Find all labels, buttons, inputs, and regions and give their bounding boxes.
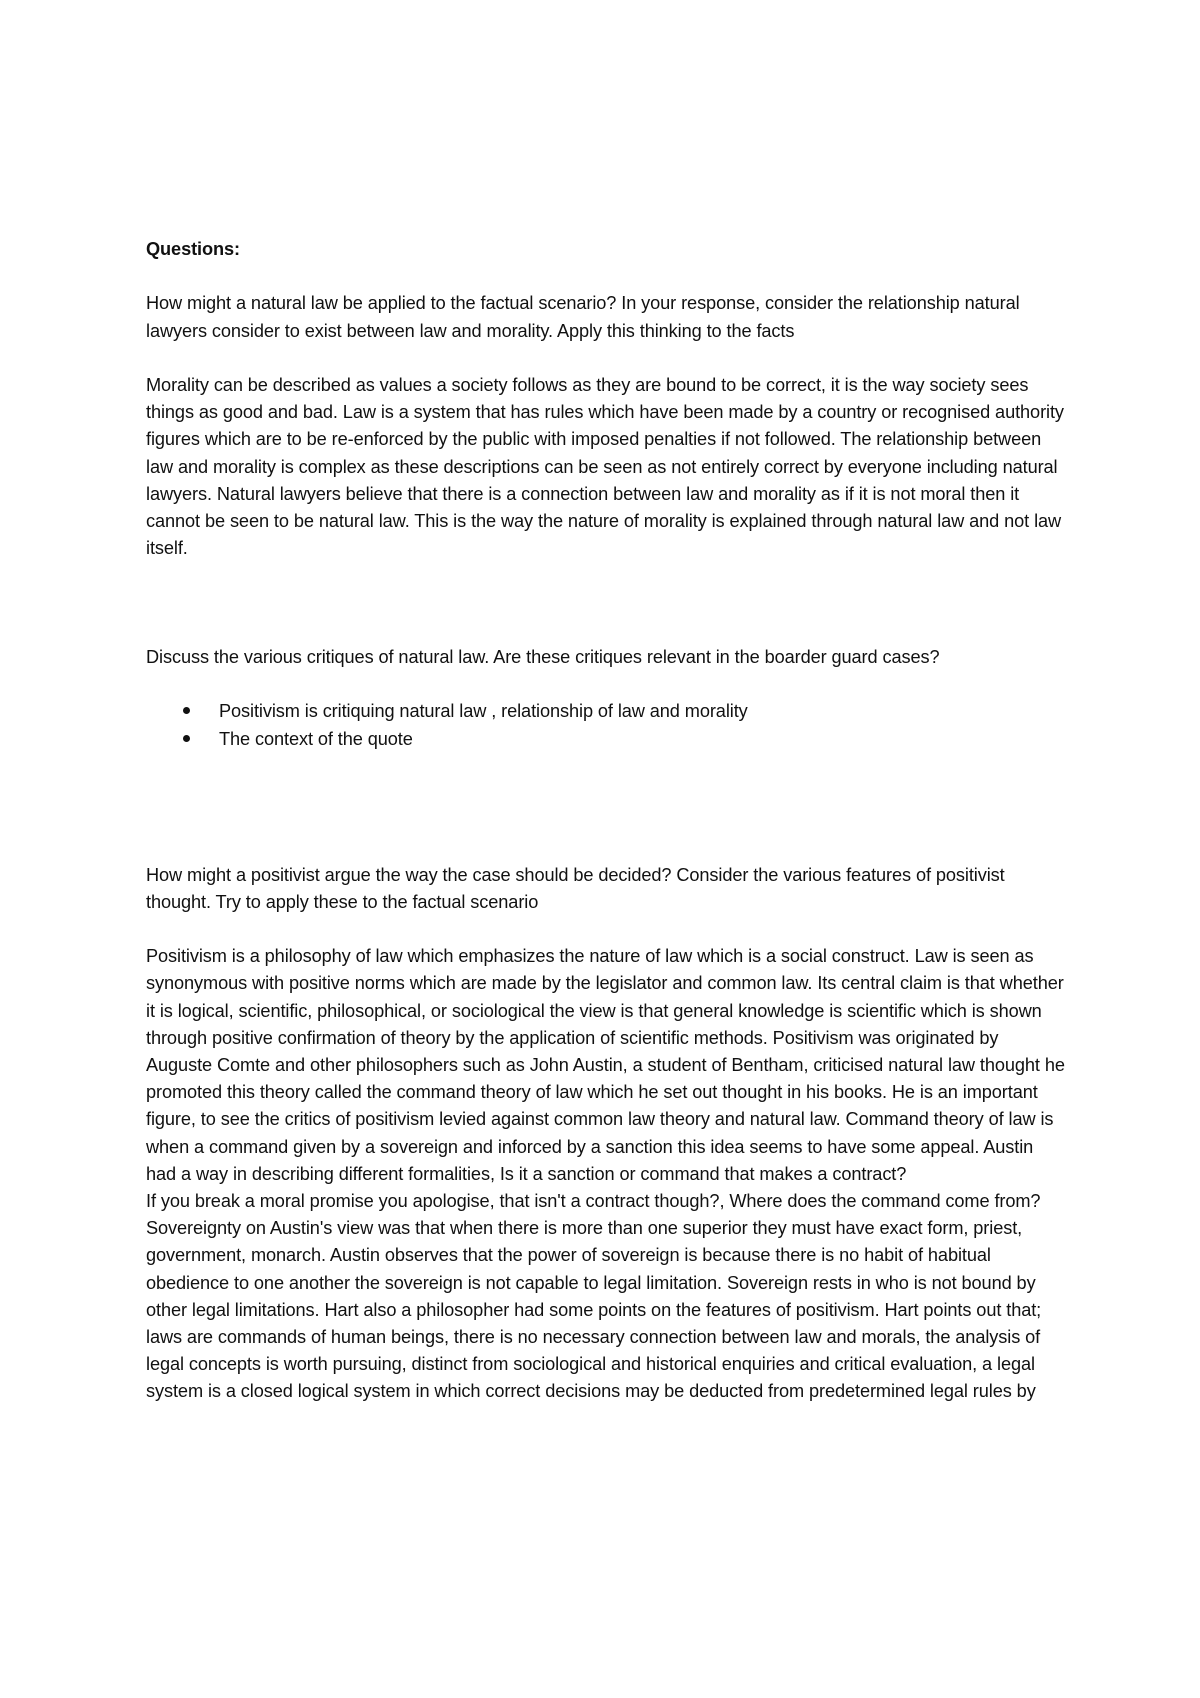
- question-critiques: Discuss the various critiques of natural law. Are these critiques relevant in the boarder guard cases?: [146, 647, 940, 667]
- answer-positivism-paragraph: Positivism is a philosophy of law which emphasizes the nature of law which is a social construct. Law is seen as synonymous with positive norms which are made by the legislator and common law. Its central claim is that whether it is logical, scientific, philosophical, or sociological the view is that general knowledge is scientific which is shown through positive confirmation of theory by the application of scientific methods. Positivism was originated by Auguste Comte and other philosophers such as John Austin, a student of Bentham, criticised natural law thought he promoted this theory called the command theory of law which he set out thought in his books. He is an important figure, to see the critics of positivism levied against common law theory and natural law. Command theory of law is when a command given by a sovereign and inforced by a sanction this idea seems to have some appeal. Austin had a way in describing different formalities, Is it a sanction or command that makes a contract?: [146, 946, 1070, 1184]
- document-body: [146, 236, 1070, 1406]
- bullet-text: The context of the quote: [219, 728, 413, 749]
- questions-heading: Questions:: [146, 239, 240, 259]
- spacer: [146, 671, 1066, 698]
- spacer: [146, 263, 1066, 290]
- answer-natural-law: Morality can be described as values a society follows as they are bound to be correct, it is the way society sees things as good and bad. Law is a system that has rules which have been made by a country or recognised authority figures which are to be re-enforced by the public with imposed penalties if not followed. The relationship between law and morality is complex as these descriptions can be seen as not entirely correct by everyone including natural lawyers. Natural lawyers believe that there is a connection between law and morality as if it is not moral then it cannot be seen to be natural law. This is the way the nature of morality is explained through natural law and not law itself.: [146, 374, 1069, 559]
- question-natural-law: How might a natural law be applied to the factual scenario? In your response, consider the relationship natural lawyers consider to exist between law and morality. Apply this thinking to the facts: [146, 293, 1025, 341]
- answer-sovereignty-paragraph: Sovereignty on Austin's view was that when there is more than one superior they must have exact form, priest, government, monarch. Austin observes that the power of sovereign is because there is no habit of habitual obedience to one another the sovereign is not capable to legal limitation. Sovereign rests in who is not bound by other legal limitations. Hart also a philosopher had some points on the features of positivism. Hart points out that; laws are commands of human beings, there is no necessary connection between law and morals, the analysis of legal concepts is worth pursuing, distinct from sociological and historical enquiries and critical evaluation, a legal system is a closed logical system in which correct decisions may be deducted from predetermined legal rules by: [146, 1218, 1047, 1402]
- question-positivist: How might a positivist argue the way the case should be decided? Consider the various features of positivist thought. Try to apply these to the factual scenario: [146, 864, 1010, 912]
- spacer: [146, 345, 1066, 372]
- critiques-bullet-list: [146, 698, 1066, 752]
- spacer: [146, 753, 1066, 862]
- bullet-icon: [183, 735, 190, 742]
- list-item: [146, 698, 1066, 725]
- spacer: [146, 916, 1066, 943]
- bullet-text: Positivism is critiquing natural law , relationship of law and morality: [219, 701, 748, 722]
- bullet-icon: [183, 707, 190, 714]
- answer-moral-promise-paragraph: If you break a moral promise you apologise, that isn't a contract though?, Where does the command come from?: [146, 1191, 1041, 1212]
- list-item: [146, 726, 1066, 753]
- spacer: [146, 562, 1066, 644]
